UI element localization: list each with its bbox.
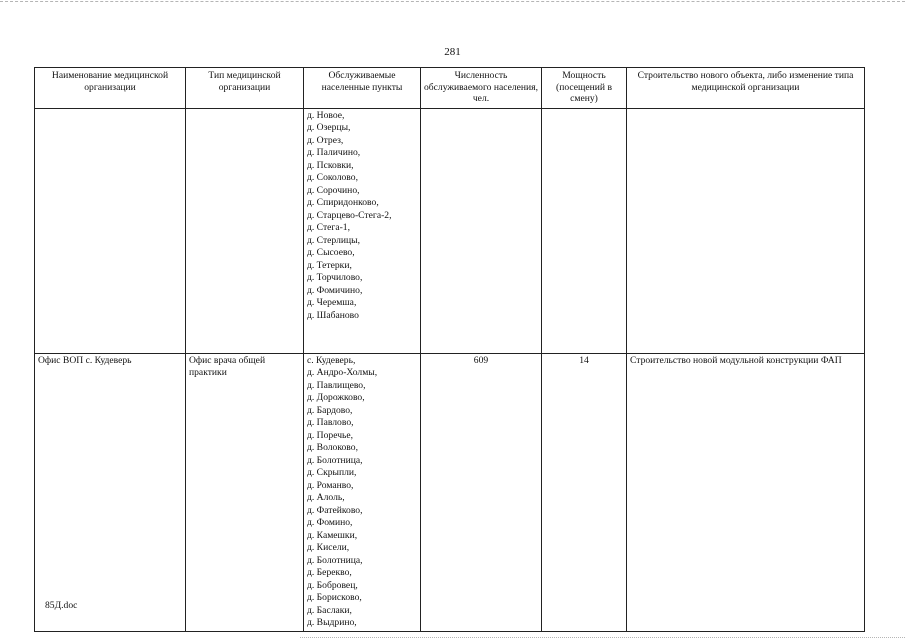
organization-name-cell [35, 108, 186, 353]
settlement-item: д. Павлищево, [307, 379, 366, 391]
construction-cell [627, 108, 865, 353]
capacity-cell [542, 108, 627, 353]
scan-edge-top [0, 1, 905, 2]
settlement-item: д. Скрыпли, [307, 467, 357, 478]
header-capacity: Мощность (посещений в смену) [542, 68, 627, 109]
settlement-item: д. Черемша, [307, 297, 357, 308]
population-cell: 609 [421, 353, 542, 631]
settlement-item: д. Стега-1, [307, 222, 350, 233]
settlement-item: д. Волоково, [307, 442, 358, 453]
settlement-item: д. Сысоево, [307, 247, 355, 258]
settlement-item: д. Сорочино, [307, 184, 360, 196]
settlement-item: д. Псковки, [307, 159, 354, 171]
settlement-item: д. Андро-Холмы, [307, 367, 378, 378]
settlement-item: д. Бардово, [307, 404, 353, 416]
header-construction: Строительство нового объекта, либо изменение типа медицинской организации [627, 68, 865, 109]
settlement-item: д. Болотница, [307, 554, 363, 566]
settlement-item: с. Кудеверь, [307, 354, 356, 366]
settlement-item: д. Отрез, [307, 134, 344, 146]
settlement-item: д. Павлово, [307, 417, 354, 428]
settlement-item: д. Берекво, [307, 567, 352, 578]
organization-name-cell: Офис ВОП с. Кудеверь [35, 353, 186, 631]
facilities-table [34, 67, 865, 632]
page-number: 281 [444, 46, 461, 58]
settlement-item: д. Поречье, [307, 429, 354, 441]
settlements-cell [304, 108, 421, 353]
settlement-item: д. Стерлицы, [307, 234, 360, 246]
settlement-item: д. Борисково, [307, 592, 362, 603]
settlement-item: д. Баслаки, [307, 604, 352, 616]
organization-type-cell [186, 108, 304, 353]
settlement-item: д. Кисели, [307, 542, 350, 553]
scan-edge-bottom [300, 637, 905, 638]
settlement-item: д. Фомино, [307, 517, 353, 528]
table-row [35, 108, 865, 353]
table-row [35, 353, 865, 631]
settlement-item: д. Озерцы, [307, 122, 351, 133]
settlement-item: д. Выдрино, [307, 617, 357, 628]
construction-cell: Строительство новой модульной конструкции ФАП [627, 353, 865, 631]
settlement-item: д. Бобровец, [307, 579, 358, 591]
settlement-item: д. Торчилово, [307, 272, 363, 283]
settlement-item: д. Алоль, [307, 492, 345, 503]
header-organization-type: Тип медицинской организации [186, 68, 304, 109]
settlement-item: д. Шабаново [307, 309, 359, 321]
settlement-item: д. Старцево-Стега-2, [307, 209, 392, 221]
population-cell [421, 108, 542, 353]
settlement-item: д. Болотница, [307, 454, 363, 466]
capacity-cell: 14 [542, 353, 627, 631]
settlement-item: д. Тетерки, [307, 259, 352, 271]
settlement-item: д. Спиридонково, [307, 197, 379, 208]
settlement-item: д. Камешки, [307, 529, 358, 541]
settlement-item: д. Дорожково, [307, 392, 365, 403]
settlement-item: д. Новое, [307, 109, 345, 121]
header-served-settlements: Обслуживаемые населенные пункты [304, 68, 421, 109]
settlement-item: д. Романво, [307, 479, 354, 491]
table-header-row [35, 68, 865, 109]
settlement-item: д. Соколово, [307, 172, 358, 183]
settlements-cell [304, 353, 421, 631]
header-organization-name: Наименование медицинской организации [35, 68, 186, 109]
settlement-item: д. Паличино, [307, 147, 361, 158]
organization-type-cell: Офис врача общей практики [186, 353, 304, 631]
document-filename: 85Д.doc [45, 600, 78, 611]
header-population: Численность обслуживаемого населения, чел. [421, 68, 542, 109]
settlement-item: д. Фатейково, [307, 504, 363, 516]
settlement-item: д. Фомичино, [307, 284, 363, 296]
